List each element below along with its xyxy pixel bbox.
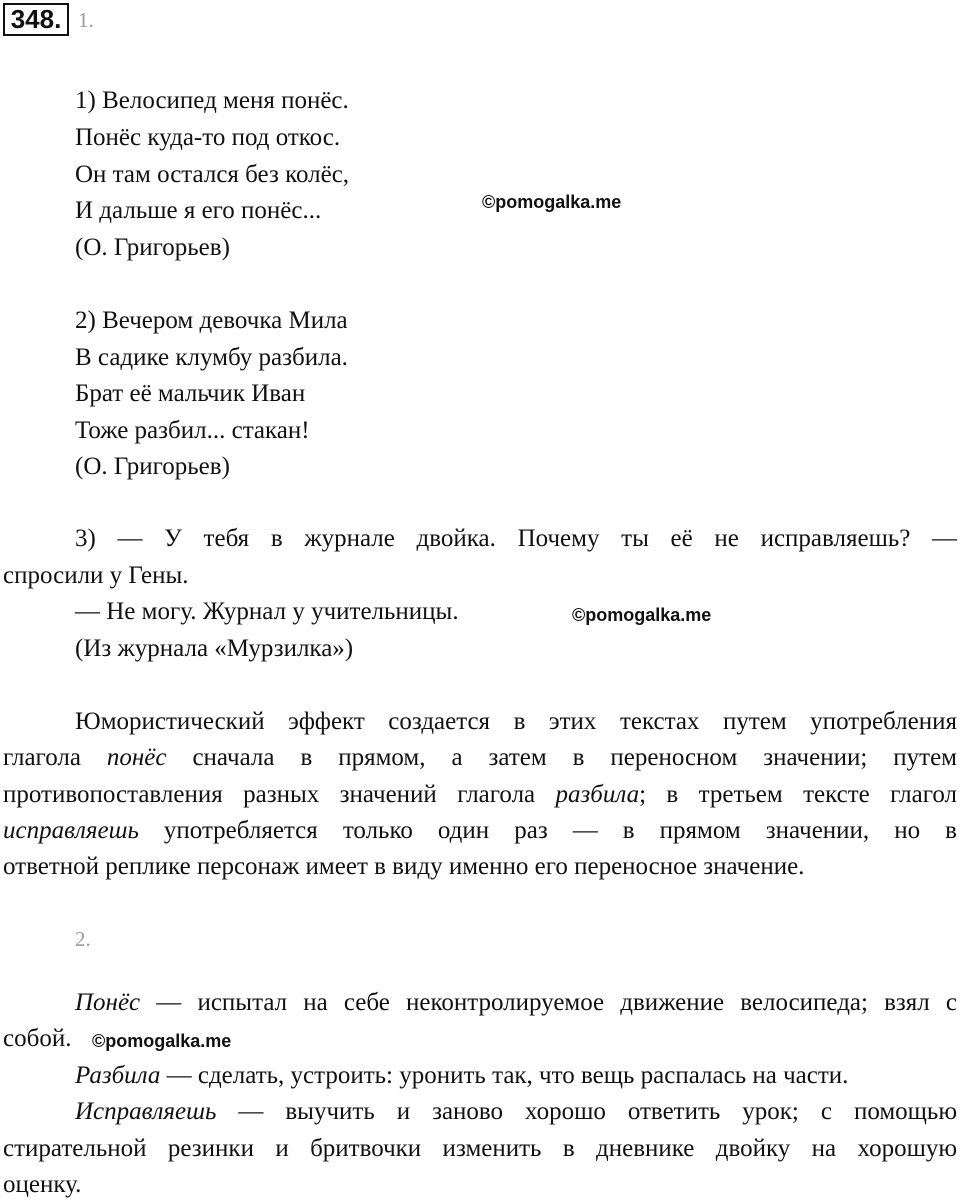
- poem2-line-1: 2) Вечером девочка Мила: [75, 307, 348, 334]
- poem1-line-1: 1) Велосипед меня понёс.: [75, 87, 349, 114]
- definition-2: Разбила — сделать, устроить: уронить так, что вещь распалась на части.: [75, 1062, 849, 1089]
- explanation-line-3: противопоставления разных значений глагола разбила; в третьем тексте глагол: [3, 781, 957, 808]
- definition-1-line-1: Понёс — испытал на себе неконтролируемое движение велосипеда; взял с: [75, 989, 957, 1016]
- poem2-line-2: В садике клумбу разбила.: [75, 344, 348, 371]
- poem2-line-4: Тоже разбил... стакан!: [75, 417, 310, 444]
- poem1-author: (О. Григорьев): [75, 234, 230, 261]
- word-ponyos: понёс: [106, 744, 167, 771]
- part-1-label: 1.: [78, 8, 94, 32]
- definition-3-line-3: оценку.: [3, 1171, 82, 1198]
- dialogue-line-2: спросили у Гены.: [3, 562, 189, 589]
- def-word-ponyos: Понёс: [75, 989, 141, 1016]
- dialogue-source: (Из журнала «Мурзилка»): [75, 635, 354, 662]
- dialogue-line-3: — Не могу. Журнал у учительницы.: [75, 598, 459, 625]
- definition-3-line-2: стирательной резинки и бритвочки изменить в дневнике двойку на хорошую: [3, 1135, 957, 1162]
- poem2-author: (О. Григорьев): [75, 453, 230, 480]
- part-2-label: 2.: [75, 927, 91, 951]
- watermark-1: ©pomogalka.me: [482, 192, 622, 212]
- explanation-line-5: ответной реплике персонаж имеет в виду именно его переносное значение.: [3, 853, 805, 880]
- explanation-line-2: глагола понёс сначала в прямом, а затем в переносном значении; путем: [3, 744, 957, 771]
- explanation-line-4: исправляешь употребляется только один раз — в прямом значении, но в: [3, 817, 957, 844]
- watermark-3: ©pomogalka.me: [92, 1031, 232, 1051]
- poem1-line-4: И дальше я его понёс...: [75, 197, 322, 224]
- poem1-line-3: Он там остался без колёс,: [75, 161, 350, 188]
- poem2-line-3: Брат её мальчик Иван: [75, 380, 306, 407]
- poem1-line-2: Понёс куда-то под откос.: [75, 124, 341, 151]
- word-ispravlyaesh: исправляешь: [3, 817, 139, 844]
- watermark-2: ©pomogalka.me: [572, 605, 712, 625]
- dialogue-line-1: 3) — У тебя в журнале двойка. Почему ты её не исправляешь? —: [75, 525, 957, 552]
- definition-3-line-1: Исправляешь — выучить и заново хорошо ответить урок; с помощью: [75, 1098, 957, 1125]
- word-razbila: разбила: [555, 781, 640, 808]
- definition-1-line-2: собой.: [3, 1025, 72, 1052]
- explanation-line-1: Юмористический эффект создается в этих текстах путем употребления: [75, 708, 957, 735]
- exercise-number: 348.: [3, 3, 69, 36]
- def-word-razbila: Разбила: [75, 1062, 161, 1089]
- def-word-ispravlyaesh: Исправляешь: [75, 1098, 217, 1125]
